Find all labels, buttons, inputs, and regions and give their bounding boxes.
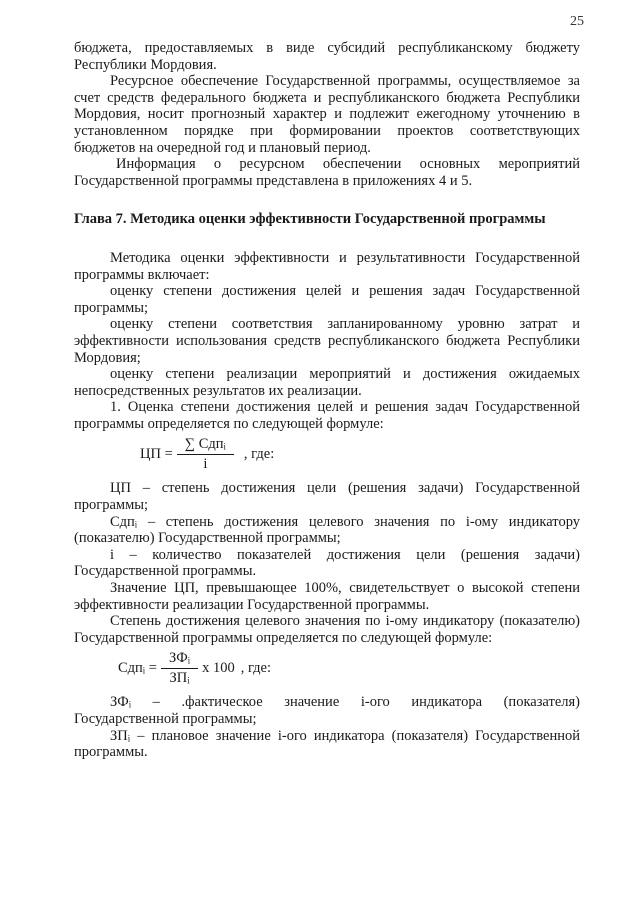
definition-sdp: Сдпᵢ – степень достижения целевого значения по i-ому индикатору (показателю) Государственной программы; <box>74 513 580 547</box>
paragraph-budget-continuation: бюджета, предоставляемых в виде субсидий республиканскому бюджету Республики Мордовия. <box>74 40 580 73</box>
document-body <box>74 40 580 761</box>
page-number: 25 <box>570 14 584 29</box>
paragraph-resource-provision: Ресурсное обеспечение Государственной программы, осуществляемое за счет средств федерального бюджета и республиканского бюджета Республики Мордовия, носит прогнозный характер и подлежит ежегодному уточнению в установленном порядке при формировании проектов соответствующих бюджетов на очередной год и плановый период. <box>74 73 580 156</box>
formula2-numerator: ЗФᵢ <box>161 650 198 669</box>
paragraph-methodology-intro: Методика оценки эффективности и результативности Государственной программы включает: <box>74 249 580 283</box>
formula-target-value-achievement <box>74 648 580 688</box>
formula1-suffix: , где: <box>243 446 275 463</box>
definition-i: i – количество показателей достижения цели (решения задачи) Государственной программы. <box>74 546 580 580</box>
chapter-heading: Глава 7. Методика оценки эффективности Государственной программы <box>74 211 546 228</box>
formula1-numerator: ∑ Сдпᵢ <box>177 436 234 455</box>
paragraph-resource-info: Информация о ресурсном обеспечении основных мероприятий Государственной программы представлена в приложениях 4 и 5. <box>74 156 580 189</box>
formula2-suffix: , где: <box>240 660 272 677</box>
formula-goal-achievement <box>74 434 580 474</box>
paragraph-cp-over-100: Значение ЦП, превышающее 100%, свидетельствует о высокой степени эффективности реализации Государственной программы. <box>74 580 580 613</box>
paragraph-formula1-intro: 1. Оценка степени достижения целей и решения задач Государственной программы определяется по следующей формуле: <box>74 399 580 432</box>
formula1-fraction <box>177 436 234 472</box>
formula1-denominator: i <box>203 456 208 473</box>
formula2-fraction <box>161 650 198 686</box>
definition-zf: ЗФᵢ – .фактическое значение i-ого индикатора (показателя) Государственной программы; <box>74 694 580 727</box>
definition-cp: ЦП – степень достижения цели (решения задачи) Государственной программы; <box>74 480 580 514</box>
list-item-measures-assessment: оценку степени реализации мероприятий и достижения ожидаемых непосредственных результатов их реализации. <box>74 366 580 399</box>
formula2-lhs: Сдпᵢ = <box>118 660 157 677</box>
formula1-lhs: ЦП = <box>140 446 173 463</box>
formula2-denominator: ЗПᵢ <box>169 670 190 686</box>
formula2-multiplier: x 100 <box>202 660 235 677</box>
paragraph-formula2-intro: Степень достижения целевого значения по i-ому индикатору (показателю) Государственной программы определяется по следующей формуле: <box>74 613 580 646</box>
list-item-goals-assessment: оценку степени достижения целей и решения задач Государственной программы; <box>74 283 580 316</box>
definition-zp: ЗПᵢ – плановое значение i-ого индикатора (показателя) Государственной программы. <box>74 727 580 761</box>
list-item-cost-assessment: оценку степени соответствия запланированному уровню затрат и эффективности использования средств республиканского бюджета Республики Мордовия; <box>74 316 580 366</box>
